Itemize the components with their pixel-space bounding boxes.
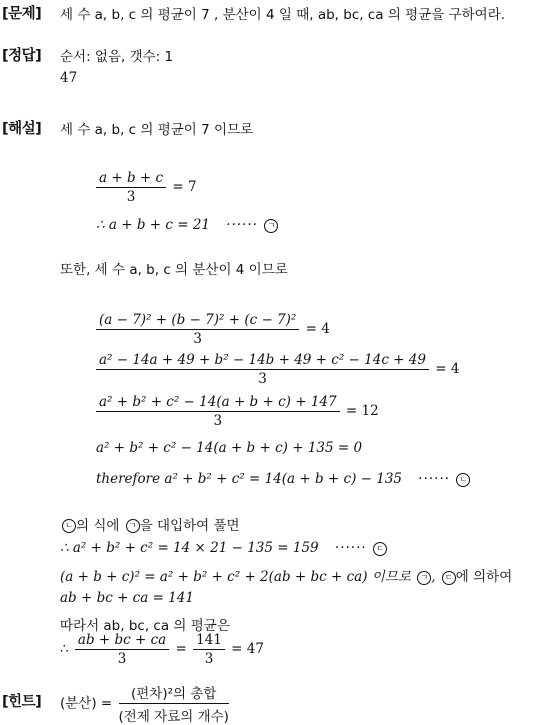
- equation-1: $\frac{a + b + c}{3}$ = 7: [94, 170, 197, 205]
- hint-fraction: $\frac{\text{(편차)²의 총합}}{\text{(전제 자료의 개수)}}$: [119, 682, 229, 725]
- equation-10: ab + bc + ca = 141: [60, 590, 194, 606]
- answer-label: [정답]: [2, 48, 42, 64]
- circled-mark-2-ref: ㄴ: [62, 519, 76, 533]
- answer-line-2: 47: [60, 70, 78, 86]
- equation-8: ∴ a² + b² + c² = 14 × 21 − 135 = 159 ······ ㄷ: [60, 540, 387, 556]
- final-equation: ∴ $\frac{ab + bc + ca}{3}$ = $\frac{141}{3}$ = 47: [60, 632, 264, 667]
- hint-formula: (분산) = $\frac{\text{(편차)²의 총합}}{\text{(전제 자료의 개수)}}$: [60, 682, 231, 725]
- fraction-3: $\frac{\text{(a − 7)² + (b − 7)² + (c − 7)²}}{3}$: [96, 312, 299, 347]
- circled-mark-2: ㄴ: [456, 473, 470, 487]
- fraction-1: $\frac{a + b + c}{3}$: [96, 170, 166, 205]
- final-fraction-2: $\frac{141}{3}$: [193, 632, 225, 667]
- explanation-label: [해설]: [2, 121, 42, 137]
- equation-6: a² + b² + c² − 14(a + b + c) + 135 = 0: [96, 440, 363, 456]
- equation-9: (a + b + c)² = a² + b² + c² + 2(ab + bc + ca) 이므로 ㄱ , ㄷ 에 의하여: [60, 569, 513, 585]
- final-fraction-1: $\frac{ab + bc + ca}{3}$: [75, 632, 169, 667]
- equation-4: $\frac{\text{a² − 14a + 49 + b² − 14b + 49 + c² − 14c + 49}}{3}$ = 4: [94, 352, 459, 387]
- conclusion-line: 따라서 ab, bc, ca 의 평균은: [60, 618, 230, 634]
- substitution-line: ㄴ 의 식에 ㄱ 을 대입하여 풀면: [60, 514, 240, 534]
- circled-mark-1: ㄱ: [264, 219, 278, 233]
- answer-line-1: 순서: 없음, 갯수: 1: [60, 49, 174, 65]
- circled-mark-3: ㄷ: [373, 542, 387, 556]
- fraction-5: $\frac{\text{a² + b² + c² − 14(a + b + c) + 147}}{3}$: [96, 394, 340, 429]
- problem-label: [문제]: [2, 6, 42, 22]
- problem-text: 세 수 a, b, c 의 평균이 7 , 분산이 4 일 때, ab, bc, ca 의 평균을 구하여라.: [60, 7, 506, 23]
- equation-2: ∴ a + b + c = 21 ······ ㄱ: [96, 217, 278, 233]
- equation-5: $\frac{\text{a² + b² + c² − 14(a + b + c) + 147}}{3}$ = 12: [94, 394, 379, 429]
- fraction-4: $\frac{\text{a² − 14a + 49 + b² − 14b + 49 + c² − 14c + 49}}{3}$: [96, 352, 429, 387]
- circled-mark-1-ref: ㄱ: [126, 519, 140, 533]
- equation-3: $\frac{\text{(a − 7)² + (b − 7)² + (c − 7)²}}{3}$ = 4: [94, 312, 330, 347]
- explanation-intro: 세 수 a, b, c 의 평균이 7 이므로: [60, 122, 254, 138]
- explanation-also: 또한, 세 수 a, b, c 의 분산이 4 이므로: [60, 262, 288, 278]
- hint-label: [힌트]: [2, 694, 42, 710]
- circled-mark-1-ref-2: ㄱ: [417, 571, 431, 585]
- circled-mark-3-ref: ㄷ: [442, 571, 456, 585]
- equation-7: therefore a² + b² + c² = 14(a + b + c) − 135 ······ ㄴ: [96, 471, 470, 487]
